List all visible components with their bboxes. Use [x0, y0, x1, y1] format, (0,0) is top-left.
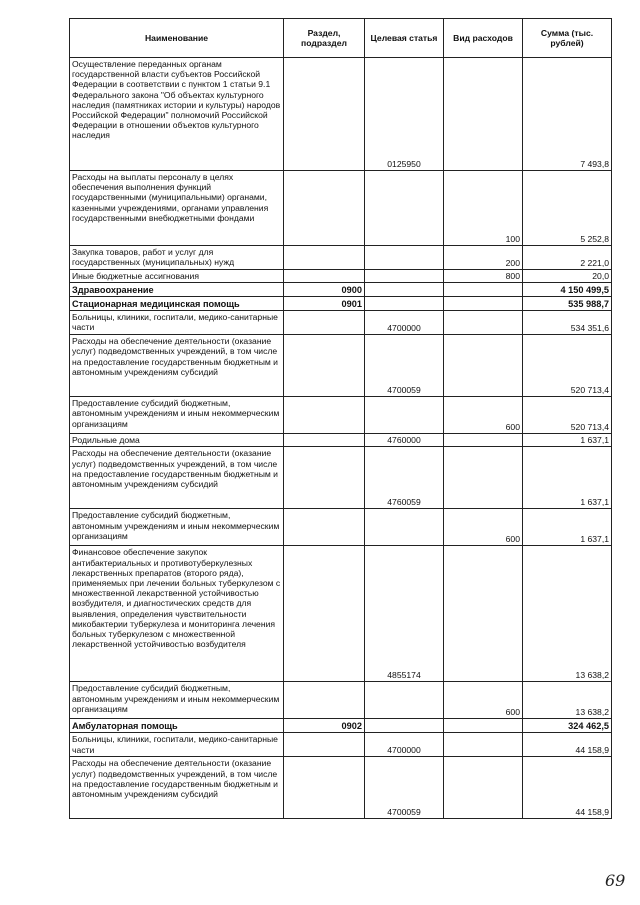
row-sum: 4 150 499,5	[523, 283, 612, 297]
row-sum: 1 637,1	[523, 434, 612, 447]
row-sum: 535 988,7	[523, 297, 612, 311]
table-row	[70, 311, 612, 335]
row-target	[365, 509, 444, 546]
row-target: 4700000	[365, 733, 444, 757]
row-sum: 1 637,1	[523, 509, 612, 546]
page-number: 69	[605, 871, 626, 890]
table-row	[70, 397, 612, 434]
row-sum: 13 638,2	[523, 546, 612, 682]
row-name: Предоставление субсидий бюджетным, автономным учреждениям и иным некоммерческим организациям	[70, 682, 284, 719]
row-name: Иные бюджетные ассигнования	[70, 270, 284, 283]
row-section	[284, 171, 365, 246]
row-section	[284, 335, 365, 397]
row-section	[284, 311, 365, 335]
row-expense: 600	[444, 682, 523, 719]
table-row-subsection-total	[70, 719, 612, 733]
row-section	[284, 447, 365, 509]
row-sum: 324 462,5	[523, 719, 612, 733]
row-expense	[444, 58, 523, 171]
header-section: Раздел, подраздел	[284, 19, 365, 58]
row-expense	[444, 335, 523, 397]
row-target: 4700059	[365, 757, 444, 819]
row-sum: 1 637,1	[523, 447, 612, 509]
row-name: Здравоохранение	[70, 283, 284, 297]
row-name: Больницы, клиники, госпитали, медико-санитарные части	[70, 311, 284, 335]
table-row-subsection-total	[70, 297, 612, 311]
row-name: Предоставление субсидий бюджетным, автономным учреждениям и иным некоммерческим организациям	[70, 397, 284, 434]
row-section: 0902	[284, 719, 365, 733]
row-section	[284, 733, 365, 757]
row-expense	[444, 297, 523, 311]
row-target	[365, 297, 444, 311]
row-target	[365, 682, 444, 719]
row-section	[284, 546, 365, 682]
row-target	[365, 283, 444, 297]
table-row	[70, 434, 612, 447]
row-expense	[444, 757, 523, 819]
table-row-section-total	[70, 283, 612, 297]
table-row	[70, 270, 612, 283]
table-row	[70, 246, 612, 270]
row-section	[284, 682, 365, 719]
row-expense	[444, 311, 523, 335]
budget-table-sheet	[69, 18, 611, 819]
table-row	[70, 757, 612, 819]
row-target: 4855174	[365, 546, 444, 682]
table-row	[70, 447, 612, 509]
row-target: 4760059	[365, 447, 444, 509]
row-name: Расходы на обеспечение деятельности (оказание услуг) подведомственных учреждений, в том числе на предоставление государственным бюджетным и автономным учреждениям субсидий	[70, 335, 284, 397]
row-target	[365, 270, 444, 283]
row-expense	[444, 283, 523, 297]
row-sum: 2 221,0	[523, 246, 612, 270]
row-name: Финансовое обеспечение закупок антибактериальных и противотуберкулезных лекарственных препаратов (второго ряда), применяемых при лечении больных туберкулезом с множественной лекарственной устойчивостью возбудителя, и диагностических средств для выявления, определения чувствительности микобактерии туберкулеза и мониторинга лечения больных туберкулезом с множественной лекарственной устойчивостью возбудителя	[70, 546, 284, 682]
row-name: Расходы на обеспечение деятельности (оказание услуг) подведомственных учреждений, в том числе на предоставление государственным бюджетным и автономным учреждениям субсидий	[70, 447, 284, 509]
row-section	[284, 270, 365, 283]
row-sum: 5 252,8	[523, 171, 612, 246]
row-section	[284, 397, 365, 434]
row-section	[284, 509, 365, 546]
table-row	[70, 509, 612, 546]
row-expense: 100	[444, 171, 523, 246]
row-expense	[444, 447, 523, 509]
row-sum: 44 158,9	[523, 757, 612, 819]
row-target: 4700059	[365, 335, 444, 397]
row-name: Предоставление субсидий бюджетным, автономным учреждениям и иным некоммерческим организациям	[70, 509, 284, 546]
table-header-row	[70, 19, 612, 58]
header-target: Целевая статья	[365, 19, 444, 58]
table-row	[70, 171, 612, 246]
table-row	[70, 733, 612, 757]
row-name: Расходы на обеспечение деятельности (оказание услуг) подведомственных учреждений, в том числе на предоставление государственным бюджетным и автономным учреждениям субсидий	[70, 757, 284, 819]
table-row	[70, 335, 612, 397]
row-expense: 600	[444, 509, 523, 546]
row-sum: 44 158,9	[523, 733, 612, 757]
row-expense	[444, 434, 523, 447]
table-row	[70, 682, 612, 719]
row-name: Стационарная медицинская помощь	[70, 297, 284, 311]
row-section	[284, 58, 365, 171]
row-expense: 200	[444, 246, 523, 270]
row-expense: 800	[444, 270, 523, 283]
row-expense	[444, 719, 523, 733]
row-expense: 600	[444, 397, 523, 434]
row-target	[365, 171, 444, 246]
row-sum: 520 713,4	[523, 397, 612, 434]
row-section	[284, 757, 365, 819]
row-name: Больницы, клиники, госпитали, медико-санитарные части	[70, 733, 284, 757]
row-name: Амбулаторная помощь	[70, 719, 284, 733]
row-target: 4760000	[365, 434, 444, 447]
header-sum: Сумма (тыс. рублей)	[523, 19, 612, 58]
row-section	[284, 434, 365, 447]
row-name: Родильные дома	[70, 434, 284, 447]
row-target	[365, 719, 444, 733]
row-target: 0125950	[365, 58, 444, 171]
row-sum: 13 638,2	[523, 682, 612, 719]
row-target	[365, 246, 444, 270]
row-target: 4700000	[365, 311, 444, 335]
row-target	[365, 397, 444, 434]
row-name: Осуществление переданных органам государственной власти субъектов Российской Федерации в соответствии с пунктом 1 статьи 9.1 Федерального закона "Об объектах культурного наследия (памятниках истории и культуры) народов Российской Федерации" полномочий Российской Федерации в отношении объектов культурного наследия	[70, 58, 284, 171]
row-sum: 20,0	[523, 270, 612, 283]
row-sum: 520 713,4	[523, 335, 612, 397]
row-expense	[444, 546, 523, 682]
row-name: Закупка товаров, работ и услуг для государственных (муниципальных) нужд	[70, 246, 284, 270]
row-section: 0901	[284, 297, 365, 311]
row-expense	[444, 733, 523, 757]
row-sum: 7 493,8	[523, 58, 612, 171]
row-sum: 534 351,6	[523, 311, 612, 335]
row-section: 0900	[284, 283, 365, 297]
row-name: Расходы на выплаты персоналу в целях обеспечения выполнения функций государственными (муниципальными) органами, казенными учреждениями, органами управления государственными внебюджетными фондами	[70, 171, 284, 246]
row-section	[284, 246, 365, 270]
header-name: Наименование	[70, 19, 284, 58]
table-row	[70, 58, 612, 171]
header-expense-type: Вид расходов	[444, 19, 523, 58]
table-row	[70, 546, 612, 682]
budget-table	[69, 18, 612, 819]
